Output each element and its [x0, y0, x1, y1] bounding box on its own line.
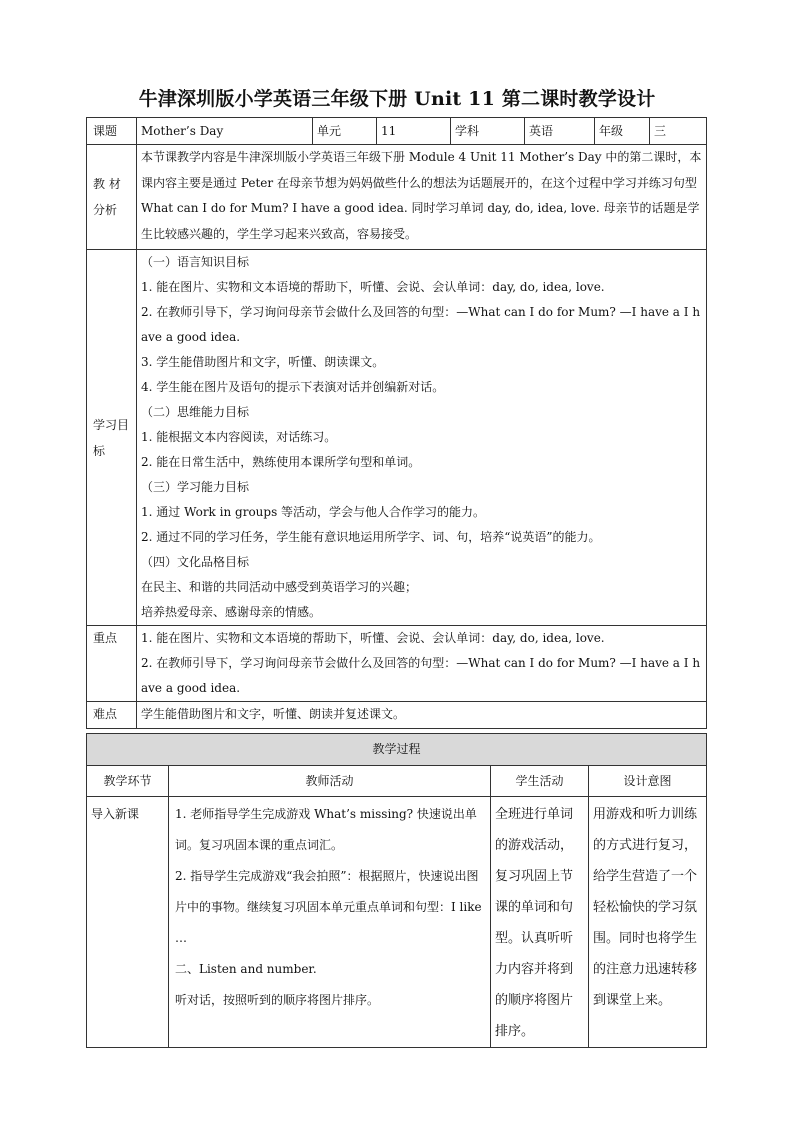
header-row [87, 118, 707, 145]
col-intent: 设计意图 [589, 766, 707, 797]
page-title: 牛津深圳版小学英语三年级下册 Unit 11 第二课时教学设计 [138, 88, 656, 110]
objective-line: 1. 能根据文本内容阅读，对话练习。 [141, 430, 337, 444]
keypoints-label: 重点 [87, 626, 137, 702]
objective-line: 在民主、和谐的共同活动中感受到英语学习的兴趣； [141, 580, 418, 594]
objective-line: 2. 通过不同的学习任务，学生能有意识地运用所学字、词、句，培养“说英语”的能力。 [141, 530, 601, 544]
objective-line: （四）文化品格目标 [141, 555, 250, 569]
objective-line: 1. 通过 Work in groups 等活动，学会与他人合作学习的能力。 [141, 505, 486, 519]
objective-line: （二）思维能力目标 [141, 405, 250, 419]
process-title: 教学过程 [87, 734, 707, 766]
objectives-label: 学习目标 [87, 250, 137, 626]
objective-line: 2. 在教师引导下，学习询问母亲节会做什么及回答的句型：—What can I do for Mum? —I have a I have a good idea. [141, 305, 701, 344]
process-row [87, 797, 707, 1048]
student-activity: 全班进行单词的游戏活动，复习巩固上节课的单词和句型。认真听听力内容并将到的顺序将图片排序。 [491, 797, 589, 1048]
design-intent: 用游戏和听力训练的方式进行复习，给学生营造了一个轻松愉快的学习氛围。同时也将学生的注意力迅速转移到课堂上来。 [589, 797, 707, 1048]
stage-cell: 导入新课 [87, 797, 169, 1048]
process-title-row [87, 734, 707, 766]
topic-value: Mother’s Day [137, 118, 313, 145]
col-student: 学生活动 [491, 766, 589, 797]
keypoint-line: 2. 在教师引导下，学习询问母亲节会做什么及回答的句型：—What can I do for Mum? —I have a I have a good idea. [141, 656, 701, 695]
teacher-activity [169, 797, 491, 1048]
objective-line: （三）学习能力目标 [141, 480, 250, 494]
grade-label: 年级 [595, 118, 650, 145]
objective-line: 3. 学生能借助图片和文字，听懂、朗读课文。 [141, 355, 385, 369]
topic-label: 课题 [87, 118, 137, 145]
subject-value: 英语 [525, 118, 595, 145]
objective-line: 2. 能在日常生活中，熟练使用本课所学句型和单词。 [141, 455, 421, 469]
objectives-row [87, 250, 707, 626]
subject-label: 学科 [451, 118, 525, 145]
unit-value: 11 [377, 118, 451, 145]
objective-line: 1. 能在图片、实物和文本语境的帮助下，听懂、会说、会认单词：day, do, idea, love. [141, 280, 605, 294]
grade-value: 三 [650, 118, 707, 145]
difficulty-row [87, 702, 707, 729]
analysis-row [87, 145, 707, 250]
difficulty-text: 学生能借助图片和文字，听懂、朗读并复述课文。 [137, 702, 707, 729]
col-stage: 教学环节 [87, 766, 169, 797]
unit-label: 单元 [313, 118, 377, 145]
objectives-text [137, 250, 707, 626]
analysis-text: 本节课教学内容是牛津深圳版小学英语三年级下册 Module 4 Unit 11 Mother’s Day 中的第二课时，本课内容主要是通过 Peter 在母亲节想为妈妈做些什么的想法为话题展开的，在这个过程中学习并练习句型 What can I do for Mum? I have a good idea. 同时学习单词 day, do, idea, love. 母亲节的话题是学生比较感兴趣的，学生学习起来兴致高，容易接受。 [137, 145, 707, 250]
objective-line: 培养热爱母亲、感谢母亲的情感。 [141, 605, 322, 619]
keypoints-row [87, 626, 707, 702]
col-teacher: 教师活动 [169, 766, 491, 797]
teacher-activity-line: 听对话，按照听到的顺序将图片排序。 [175, 993, 380, 1007]
teacher-activity-line: 1. 老师指导学生完成游戏 What’s missing? 快速说出单词。复习巩固本课的重点词汇。 [175, 807, 477, 852]
process-header-row [87, 766, 707, 797]
difficulty-label: 难点 [87, 702, 137, 729]
teacher-activity-line: 二、Listen and number. [175, 962, 317, 976]
process-table [86, 733, 707, 1048]
objective-line: （一）语言知识目标 [141, 255, 250, 269]
lesson-info-table [86, 117, 707, 729]
analysis-label: 教 材分析 [87, 145, 137, 250]
objective-line: 4. 学生能在图片及语句的提示下表演对话并创编新对话。 [141, 380, 445, 394]
keypoint-line: 1. 能在图片、实物和文本语境的帮助下，听懂、会说、会认单词：day, do, idea, love. [141, 631, 605, 645]
teacher-activity-line: 2. 指导学生完成游戏“我会拍照”：根据照片，快速说出图片中的事物。继续复习巩固本单元重点单词和句型：I like … [175, 869, 482, 945]
keypoints-text [137, 626, 707, 702]
